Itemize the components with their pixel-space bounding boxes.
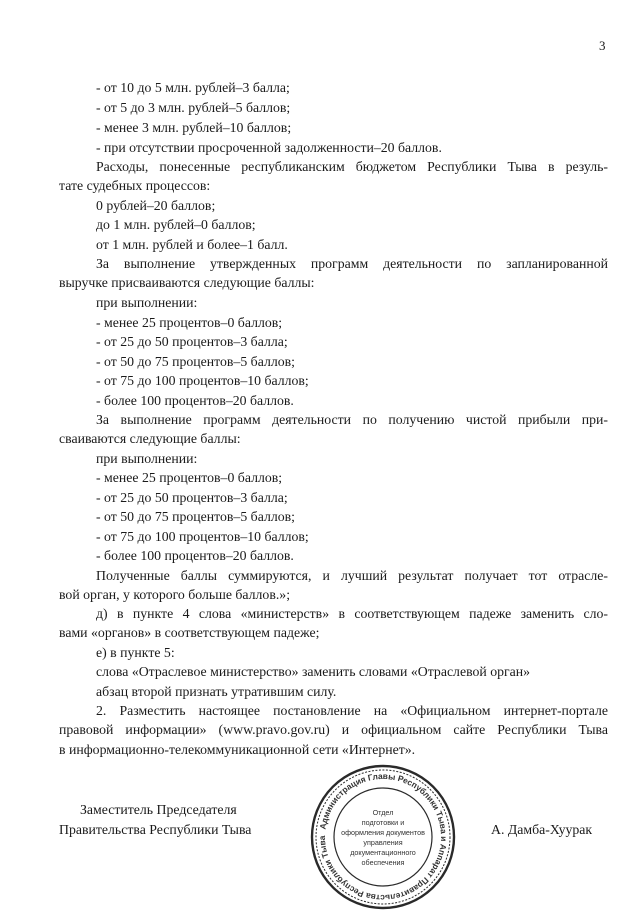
text-line: - более 100 процентов–20 баллов. <box>96 393 294 408</box>
text-line: 0 рублей–20 баллов; <box>96 198 216 213</box>
text-line: - от 75 до 100 процентов–10 баллов; <box>96 529 309 544</box>
stamp-center-line: управления <box>363 838 403 847</box>
text-line: выручке присваиваются следующие баллы: <box>59 275 315 290</box>
text-line: - более 100 процентов–20 баллов. <box>96 548 294 563</box>
stamp-center-line: документационного <box>350 848 416 857</box>
text-line: правовой информации» (www.pravo.gov.ru) и официальном сайте Республики Тыва <box>59 722 608 737</box>
text-line: тате судебных процессов: <box>59 178 211 193</box>
text-line: вами «органов» в соответствующем падеже; <box>59 625 320 640</box>
text-line: до 1 млн. рублей–0 баллов; <box>96 217 256 232</box>
text-line: абзац второй признать утратившим силу. <box>96 684 337 699</box>
text-line: при выполнении: <box>96 451 198 466</box>
signatory-name: А. Дамба-Хуурак <box>491 822 593 837</box>
stamp-center-line: Отдел <box>372 808 394 817</box>
stamp-center-line: подготовки и <box>361 818 405 827</box>
text-line: от 1 млн. рублей и более–1 балл. <box>96 237 288 252</box>
text-line: вой орган, у которого больше баллов.»; <box>59 587 291 602</box>
text-line: е) в пункте 5: <box>96 645 175 660</box>
signatory-title-line1: Заместитель Председателя <box>80 802 237 817</box>
stamp-dotted-ring <box>316 770 450 904</box>
stamp-inner-ring <box>334 788 432 886</box>
text-line: - от 75 до 100 процентов–10 баллов; <box>96 373 309 388</box>
text-line: За выполнение программ деятельности по получению чистой прибыли при- <box>96 412 608 427</box>
text-line: За выполнение утвержденных программ деятельности по запланированной <box>96 256 608 271</box>
text-line: - от 5 до 3 млн. рублей–5 баллов; <box>96 100 291 115</box>
text-line: - от 10 до 5 млн. рублей–3 балла; <box>96 80 290 95</box>
text-line: - при отсутствии просроченной задолженности–20 баллов. <box>96 140 442 155</box>
text-line: д) в пункте 4 слова «министерств» в соответствующем падеже заменить сло- <box>96 606 608 621</box>
stamp-center-line: обеспечения <box>361 858 405 867</box>
text-line: - от 25 до 50 процентов–3 балла; <box>96 334 288 349</box>
text-line: при выполнении: <box>96 295 198 310</box>
text-line: - менее 25 процентов–0 баллов; <box>96 315 283 330</box>
text-line: 2. Разместить настоящее постановление на «Официальном интернет-портале <box>96 703 608 718</box>
stamp-ring-text: Администрация Главы Республики Тыва и Аппарат Правительства Республики Тыва <box>316 770 450 904</box>
text-line: Расходы, понесенные республиканским бюджетом Республики Тыва в резуль- <box>96 159 608 174</box>
text-line: слова «Отраслевое министерство» заменить словами «Отраслевой орган» <box>96 664 531 679</box>
text-line: в информационно-телекоммуникационной сети «Интернет». <box>59 742 416 757</box>
text-line: Полученные баллы суммируются, и лучший результат получает тот отрасле- <box>96 568 608 583</box>
text-line: - от 50 до 75 процентов–5 баллов; <box>96 354 295 369</box>
text-line: - менее 25 процентов–0 баллов; <box>96 470 283 485</box>
stamp-center-line: оформления документов <box>341 828 425 837</box>
text-line: сваиваются следующие баллы: <box>59 431 241 446</box>
page-number: 3 <box>599 38 606 53</box>
official-stamp <box>308 762 458 912</box>
text-line: - от 25 до 50 процентов–3 балла; <box>96 490 288 505</box>
signatory-title-line2: Правительства Республики Тыва <box>59 822 252 837</box>
text-line: - от 50 до 75 процентов–5 баллов; <box>96 509 295 524</box>
stamp-outer-ring <box>312 766 454 908</box>
text-line: - менее 3 млн. рублей–10 баллов; <box>96 120 292 135</box>
